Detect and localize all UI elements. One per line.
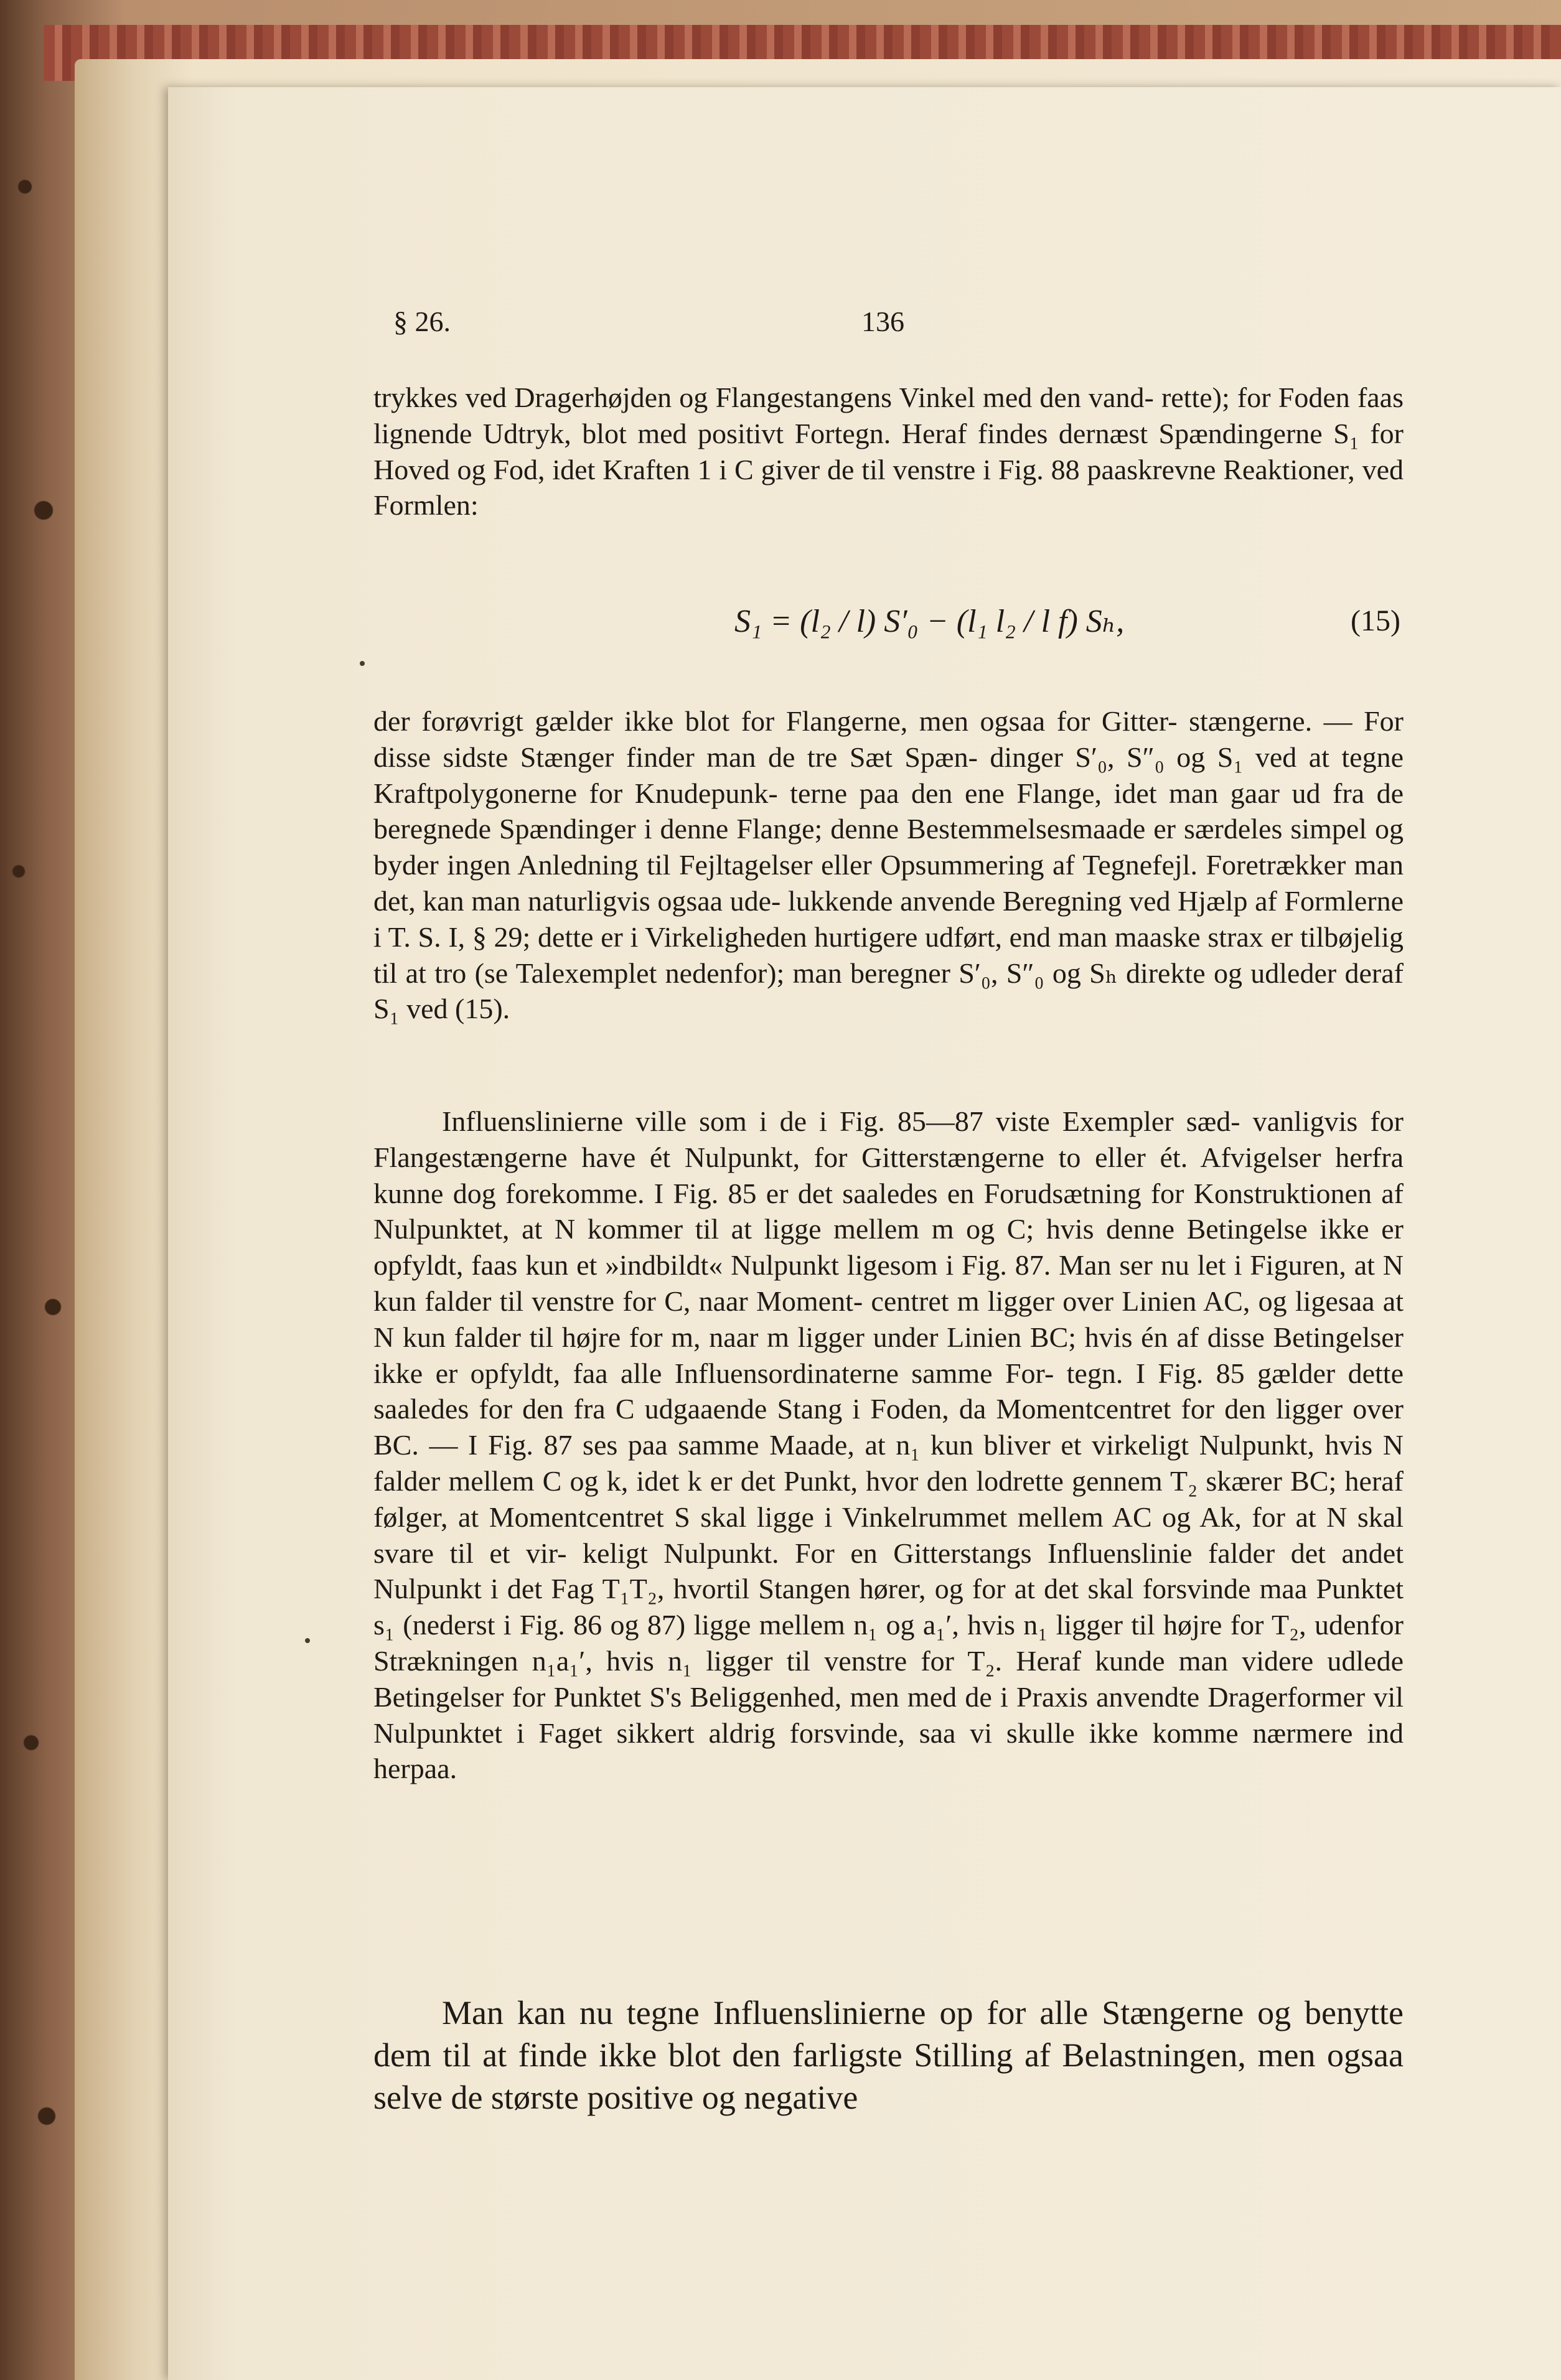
stray-ink-dot [360, 661, 365, 666]
paragraph-1: trykkes ved Dragerhøjden og Flangestangens Vinkel med den vand- rette); for Foden faas lignende Udtryk, blot med positivt Fortegn. Heraf findes dernæst Spændingerne S₁ for Hoved og Fod, idet Kraften 1 i C giver de til venstre i Fig. 88 paaskrevne Reaktioner, ved Formlen: [373, 382, 1404, 522]
paragraph-4: Man kan nu tegne Influenslinierne op for alle Stængerne og benytte dem til at finde ikke blot den farligste Stilling af Belastningen, men ogsaa selve de største positive og negative [373, 1994, 1404, 2116]
formula-expression: S₁ = (l₂ / l) S′₀ − (l₁ l₂ / l f) Sₕ, [734, 604, 1125, 639]
paragraph-3: Influenslinierne ville som i de i Fig. 85—87 viste Exempler sæd- vanligvis for Flangestængerne have ét Nulpunkt, for Gitterstængerne to eller ét. Afvigelser herfra kunne dog forekomme. I Fig. 85 er det saaledes en Forudsætning for Konstruktionen af Nulpunktet, at N kommer til at ligge mellem m og C; hvis denne Betingelse ikke er opfyldt, faas kun et »indbildt« Nulpunkt ligesom i Fig. 87. Man ser nu let i Figuren, at N kun falder til venstre for C, naar Moment- centret m ligger over Linien AC, og ligesaa at N kun falder til højre for m, naar m ligger under Linien BC; hvis én af disse Betingelser ikke er opfyldt, faa alle Influensordinaterne samme For- tegn. I Fig. 85 gælder dette saaledes for den fra C udgaaende Stang i Foden, da Momentcentret for den ligger over BC. — I Fig. 87 ses paa samme Maade, at n₁ kun bliver et virkeligt Nulpunkt, hvis N falder mellem C og k, idet k er det Punkt, hvor den lodrette gennem T₂ skærer BC; heraf følger, at Momentcentret S skal ligge i Vinkelrummet mellem AC og Ak, for at N skal svare til et vir- keligt Nulpunkt. For en Gitterstangs Influenslinie falder det andet Nulpunkt i det Fag T₁T₂, hvortil Stangen hører, og for at det skal forsvinde maa Punktet s₁ (nederst i Fig. 86 og 87) ligge mellem n₁ og a₁′, hvis n₁ ligger til højre for T₂, udenfor Strækningen n₁a₁′, hvis n₁ ligger til venstre for T₂. Heraf kunde man videre udlede Betingelser for Punktet S's Beliggenhed, men med de i Praxis anvendte Dragerformer vil Nulpunktet i Faget sikkert aldrig forsvinde, saa vi skulle ikke komme nærmere ind herpaa. [373, 1105, 1404, 1785]
paragraph-2: der forøvrigt gælder ikke blot for Flangerne, men ogsaa for Gitter- stængerne. — For disse sidste Stænger finder man de tre Sæt Spæn- dinger S′₀, S″₀ og S₁ ved at tegne Kraftpolygonerne for Knudepunk- terne paa den ene Flange, idet man gaar ud fra de beregnede Spændinger i denne Flange; denne Bestemmelsesmaade er særdeles simpel og byder ingen Anledning til Fejltagelser eller Opsummering af Tegnefejl. Foretrækker man det, kan man naturligvis ogsaa ude- lukkende anvende Beregning ved Hjælp af Formlerne i T. S. I, § 29; dette er i Virkeligheden hurtigere udført, end man maaske strax er tilbøjelig til at tro (se Talexemplet nedenfor); man beregner S′₀, S″₀ og Sₕ direkte og udleder deraf S₁ ved (15). [373, 705, 1404, 1025]
page-number: 136 [861, 306, 904, 337]
section-marker: § 26. [393, 306, 451, 337]
stray-ink-dot [305, 1638, 310, 1643]
foxing-spots [0, 0, 75, 2380]
page-header [393, 305, 1402, 342]
formula-number: (15) [1351, 604, 1400, 637]
formula-15 [734, 585, 1400, 666]
